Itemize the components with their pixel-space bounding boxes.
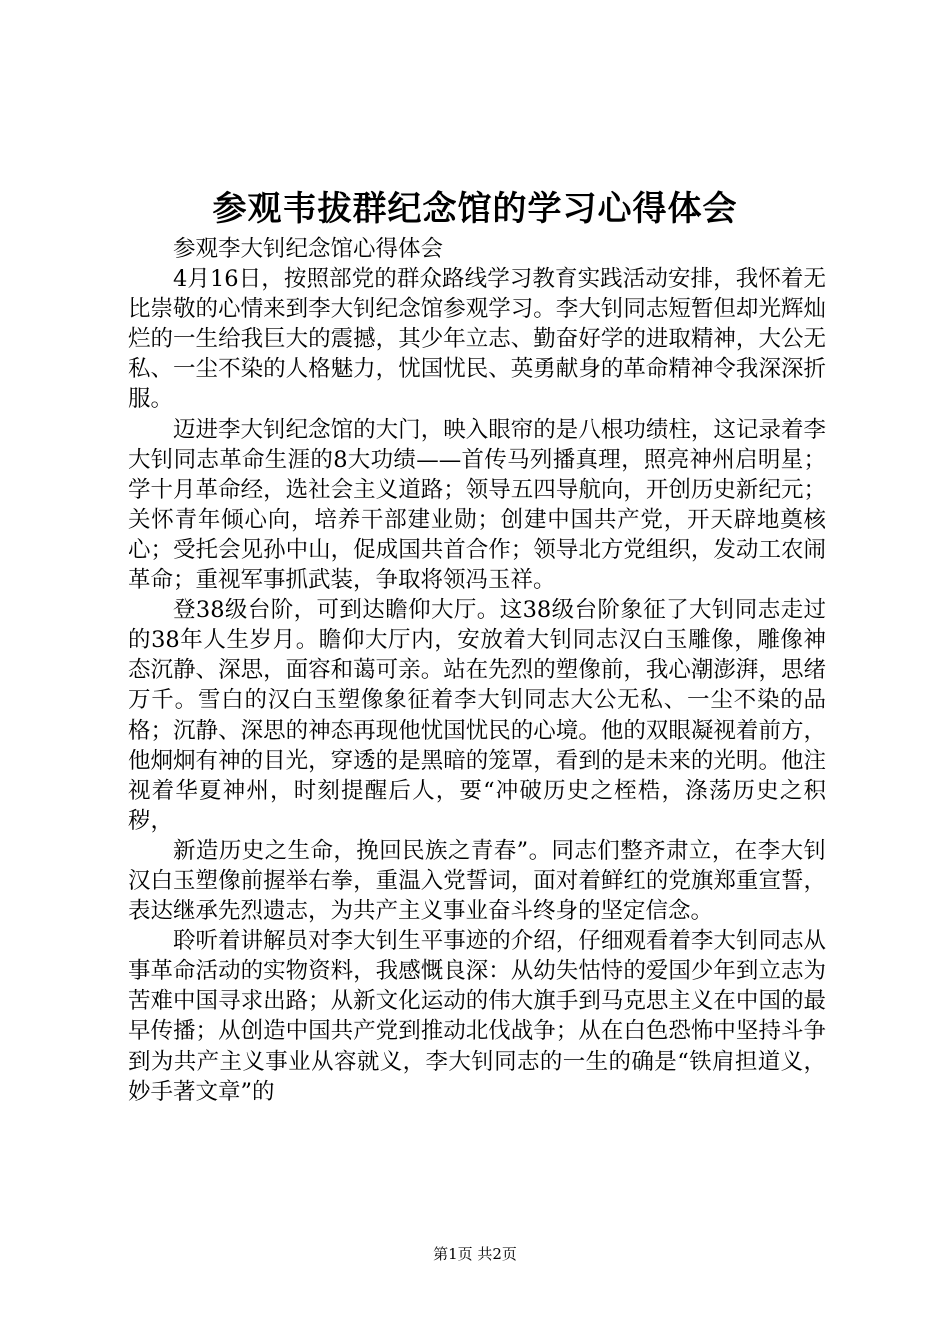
document-title: 参观韦拔群纪念馆的学习心得体会 [212, 189, 738, 229]
paragraph-intro: 4月16日，按照部党的群众路线学习教育实践活动安排，我怀着无比崇敬的心情来到李大钊纪念馆参观学习。李大钊同志短暂但却光辉灿烂的一生给我巨大的震撼，其少年立志、勤奋好学的进取精神，大公无私、一尘不染的人格魅力，忧国忧民、英勇献身的革命精神令我深深折服。 [128, 266, 826, 413]
document-body [128, 234, 826, 1107]
paragraph-hall: 登38级台阶，可到达瞻仰大厅。这38级台阶象征了大钊同志走过的38年人生岁月。瞻仰大厅内，安放着大钊同志汉白玉雕像，雕像神态沉静、深思，面容和蔼可亲。站在先烈的塑像前，我心潮澎湃，思绪万千。雪白的汉白玉塑像象征着李大钊同志大公无私、一尘不染的品格；沉静、深思的神态再现他忧国忧民的心境。他的双眼凝视着前方，他炯炯有神的目光，穿透的是黑暗的笼罩，看到的是未来的光明。他注视着华夏神州，时刻提醒后人，要“冲破历史之桎梏，涤荡历史之积秽， [128, 597, 826, 834]
paragraph-subtitle: 参观李大钊纪念馆心得体会 [173, 236, 444, 262]
paragraph-oath: 新造历史之生命，挽回民族之青春”。同志们整齐肃立，在李大钊汉白玉塑像前握举右拳，重温入党誓词，面对着鲜红的党旗郑重宣誓，表达继承先烈遗志，为共产主义事业奋斗终身的坚定信念。 [128, 837, 826, 925]
paragraph-pillars: 迈进李大钊纪念馆的大门，映入眼帘的是八根功绩柱，这记录着李大钊同志革命生涯的8大功绩——首传马列播真理，照亮神州启明星；学十月革命经，选社会主义道路；领导五四导航向，开创历史新纪元；关怀青年倾心向，培养干部建业勋；创建中国共产党，开天辟地奠核心；受托会见孙中山，促成国共首合作；领导北方党组织，发动工农闹革命；重视军事抓武装，争取将领冯玉祥。 [128, 416, 826, 594]
paragraph-reflection: 聆听着讲解员对李大钊生平事迹的介绍，仔细观看着李大钊同志从事革命活动的实物资料，我感慨良深：从幼失怙恃的爱国少年到立志为苦难中国寻求出路；从新文化运动的伟大旗手到马克思主义在中国的最早传播；从创造中国共产党到推动北伐战争；从在白色恐怖中坚持斗争到为共产主义事业从容就义，李大钊同志的一生的确是“铁肩担道义，妙手著文章”的 [128, 928, 826, 1105]
page-number-footer: 第1页 共2页 [433, 1245, 517, 1263]
